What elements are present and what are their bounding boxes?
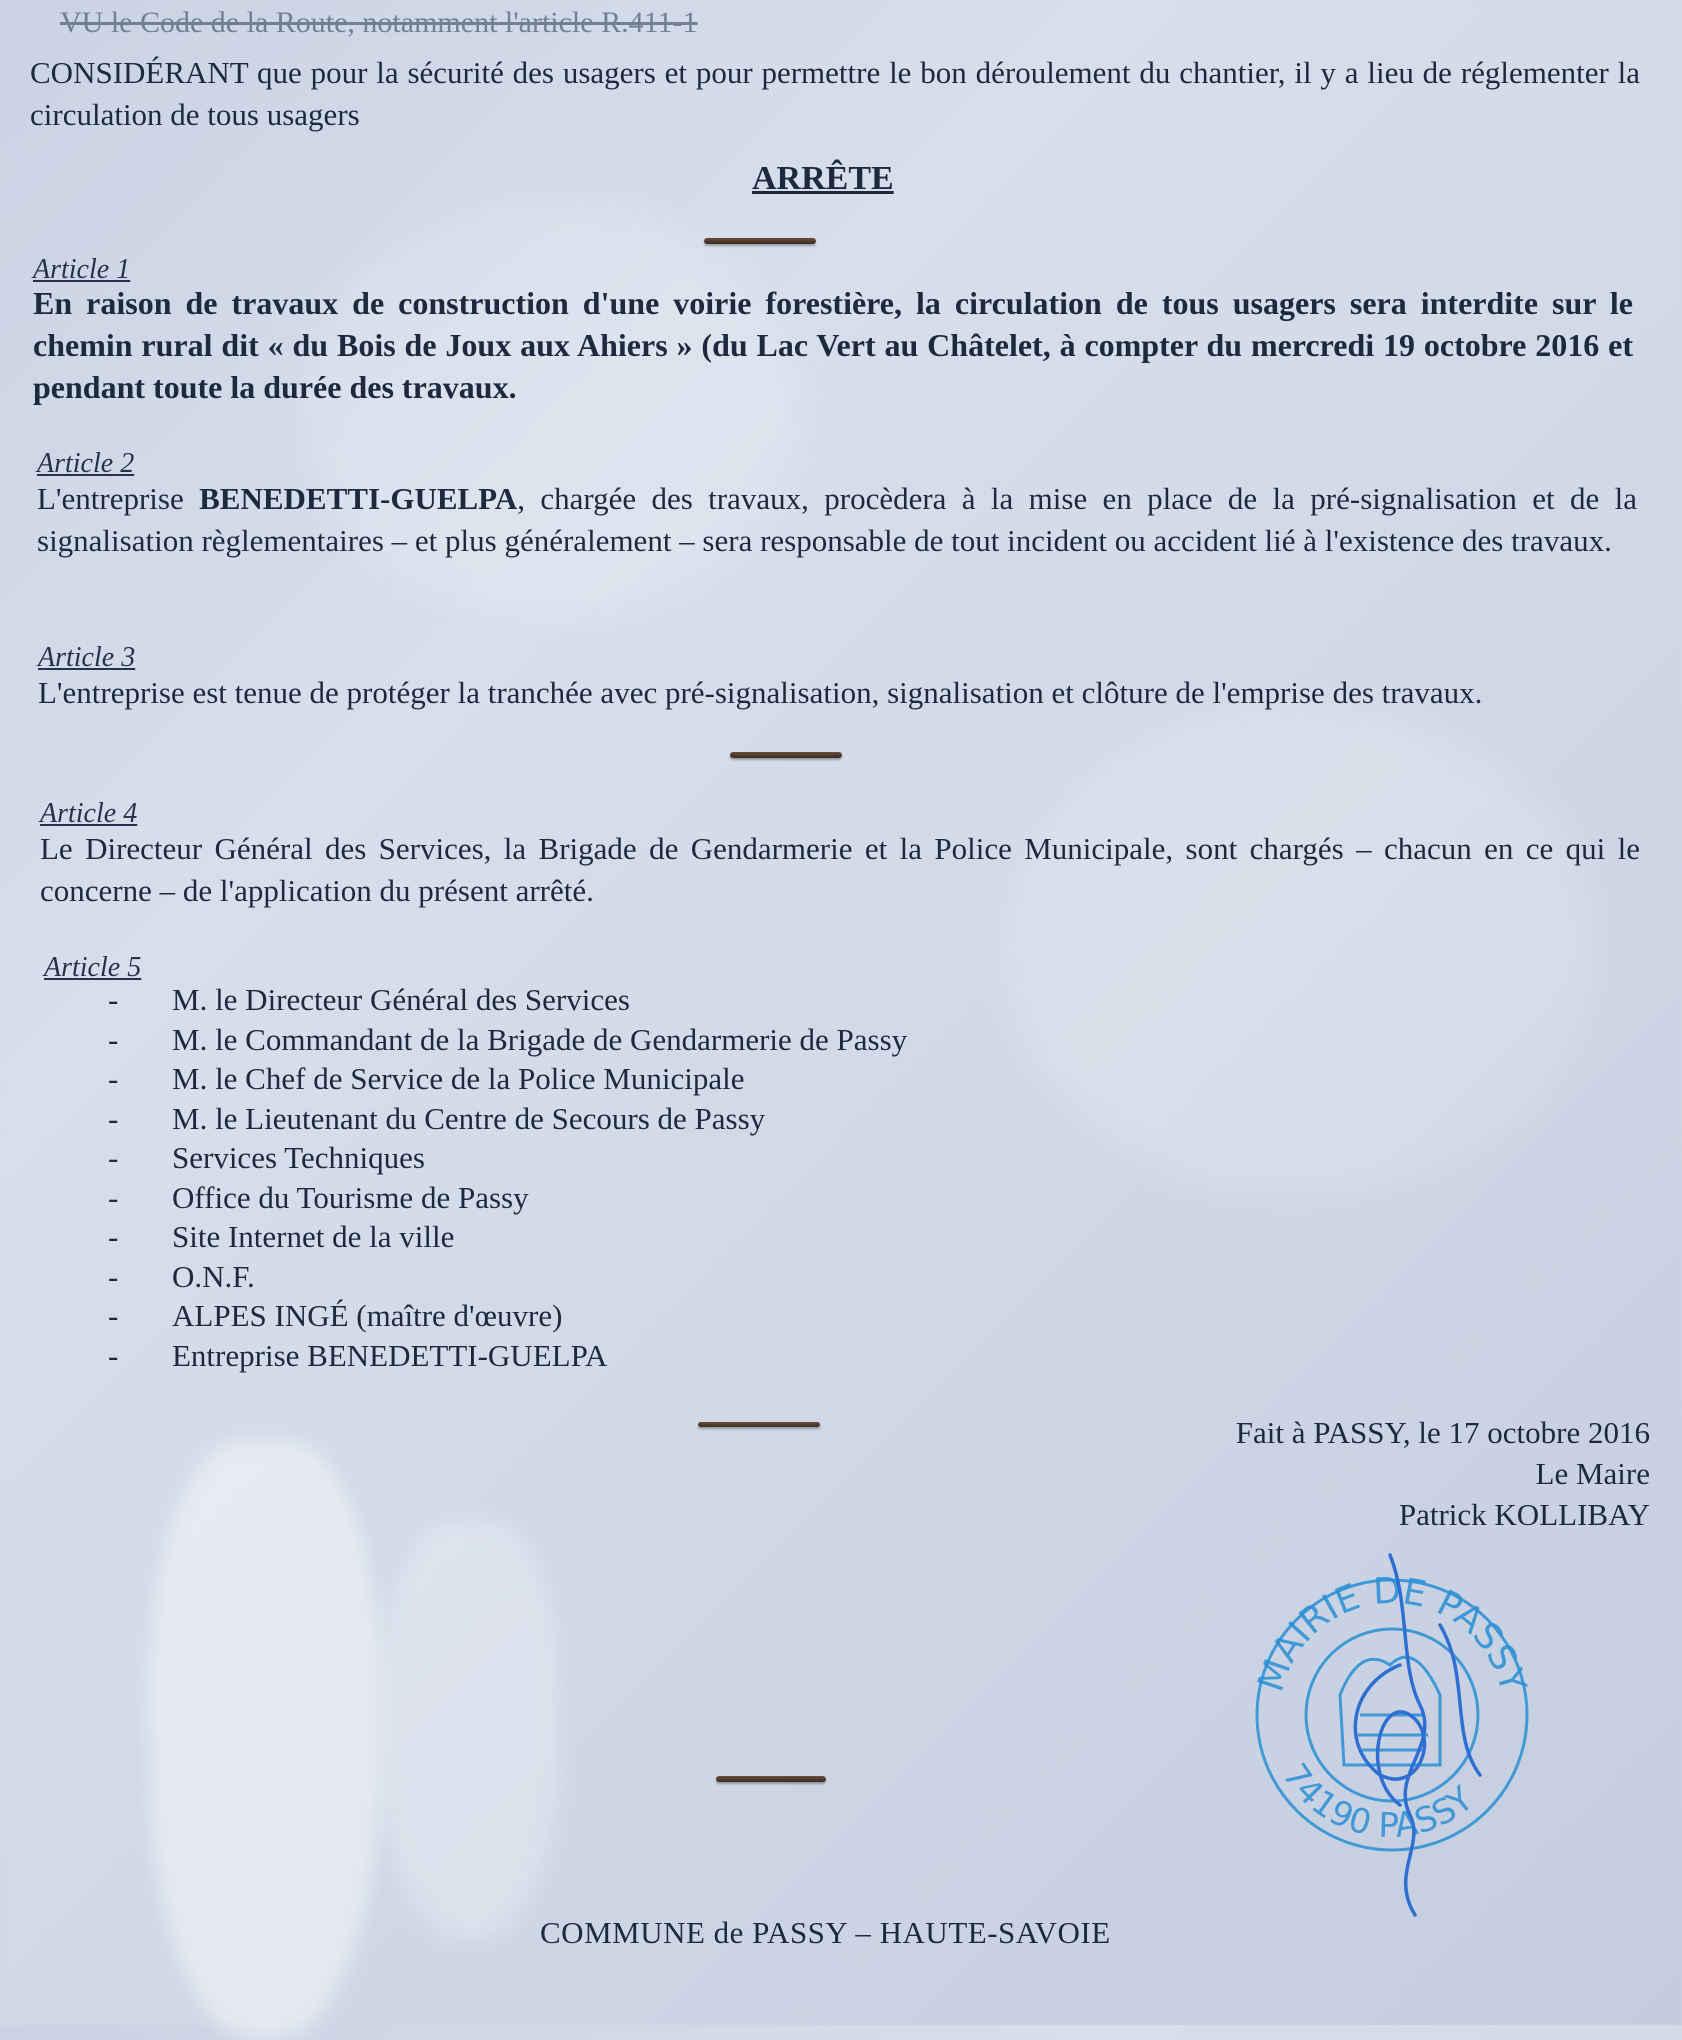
article-4-heading: Article 4 [40, 798, 138, 829]
article-3-heading: Article 3 [38, 642, 136, 673]
signatory-role: Le Maire [1535, 1456, 1650, 1491]
article-2-heading: Article 2 [37, 448, 135, 479]
list-dash: - [108, 1298, 119, 1333]
article-5-heading: Article 5 [44, 952, 142, 983]
list-item [108, 1296, 907, 1336]
staple [716, 1776, 826, 1782]
recipient-text: ALPES INGÉ (maître d'œuvre) [172, 1298, 563, 1333]
recipients-list [108, 980, 907, 1375]
cut-off-line: VU le Code de la Route, notamment l'article R.411-1 [60, 6, 698, 39]
list-item [108, 1257, 907, 1297]
recipient-text: Entreprise BENEDETTI-GUELPA [172, 1337, 608, 1373]
document-title: ARRÊTE [752, 160, 894, 197]
place-date: Fait à PASSY, le 17 octobre 2016 [1235, 1415, 1650, 1450]
recipient-text: Site Internet de la ville [172, 1219, 455, 1254]
handprint-smudge [380, 1520, 560, 1940]
staple [704, 238, 816, 244]
article-2-text [37, 478, 1637, 562]
list-dash: - [108, 1021, 119, 1057]
list-item [108, 1020, 907, 1060]
stamp-top-text: MAIRIE DE PASSY [1250, 1570, 1534, 1697]
list-item [108, 1178, 907, 1218]
staple [698, 1422, 820, 1427]
company-name: BENEDETTI-GUELPA [199, 481, 518, 516]
list-dash: - [108, 1219, 119, 1254]
article-1-text: En raison de travaux de construction d'une voirie forestière, la circulation de tous usagers sera interdite sur le chemin rural dit « du Bois de Joux aux Ahiers » (du Lac Vert au Châtelet, à compter du mercredi 19 octobre 2016 et pendant toute la durée des travaux. [33, 285, 1633, 405]
recipient-text: M. le Lieutenant du Centre de Secours de Passy [172, 1100, 766, 1136]
considerant-paragraph: CONSIDÉRANT que pour la sécurité des usagers et pour permettre le bon déroulement du chantier, il y a lieu de réglementer la circulation de tous usagers [30, 55, 1640, 132]
list-item [108, 1059, 907, 1099]
signatory-name: Patrick KOLLIBAY [1398, 1497, 1650, 1532]
list-dash: - [108, 982, 119, 1017]
list-dash: - [108, 1179, 119, 1215]
recipient-text: M. le Commandant de la Brigade de Gendarmerie de Passy [172, 1021, 908, 1057]
article-2-text-start: L'entreprise [37, 481, 200, 516]
list-dash: - [108, 1337, 119, 1373]
list-dash: - [108, 1140, 119, 1175]
list-item [108, 1336, 907, 1376]
list-item [108, 980, 907, 1020]
recipient-text: M. le Chef de Service de la Police Municipale [172, 1061, 745, 1096]
staple [730, 752, 842, 758]
recipient-text: Office du Tourisme de Passy [172, 1179, 529, 1215]
svg-text:MAIRIE DE PASSY [1251, 1571, 1534, 1698]
article-4-text: Le Directeur Général des Services, la Brigade de Gendarmerie et la Police Municipale, sont chargés – chacun en ce qui le concerne – de l'application du présent arrêté. [40, 831, 1640, 908]
article-1-heading: Article 1 [33, 254, 131, 285]
glare-smudge [1000, 700, 1600, 1200]
handprint-smudge [150, 1440, 380, 2040]
mairie-stamp-seal [1240, 1545, 1540, 1925]
signature-block [1236, 1412, 1650, 1535]
footer-commune: COMMUNE de PASSY – HAUTE-SAVOIE [540, 1915, 1111, 1950]
recipient-text: Services Techniques [172, 1140, 425, 1175]
list-dash: - [108, 1100, 119, 1136]
recipient-text: O.N.F. [172, 1258, 255, 1294]
stamp-bottom-text: 74190 PASSY [1274, 1756, 1481, 1847]
list-item [108, 1099, 907, 1139]
article-3-text: L'entreprise est tenue de protéger la tranchée avec pré-signalisation, signalisation et clôture de l'emprise des travaux. [38, 675, 1483, 710]
article-2-text-end: , chargée des travaux, procèdera à la mise en place de la pré-signalisation et de la signalisation règlementaires – et plus généralement – sera responsable de tout incident ou accident lié à l'existence des travaux. [37, 481, 1637, 558]
list-dash: - [108, 1258, 119, 1294]
recipient-text: M. le Directeur Général des Services [172, 982, 630, 1017]
list-dash: - [108, 1061, 119, 1096]
list-item [108, 1217, 907, 1257]
list-item [108, 1138, 907, 1178]
